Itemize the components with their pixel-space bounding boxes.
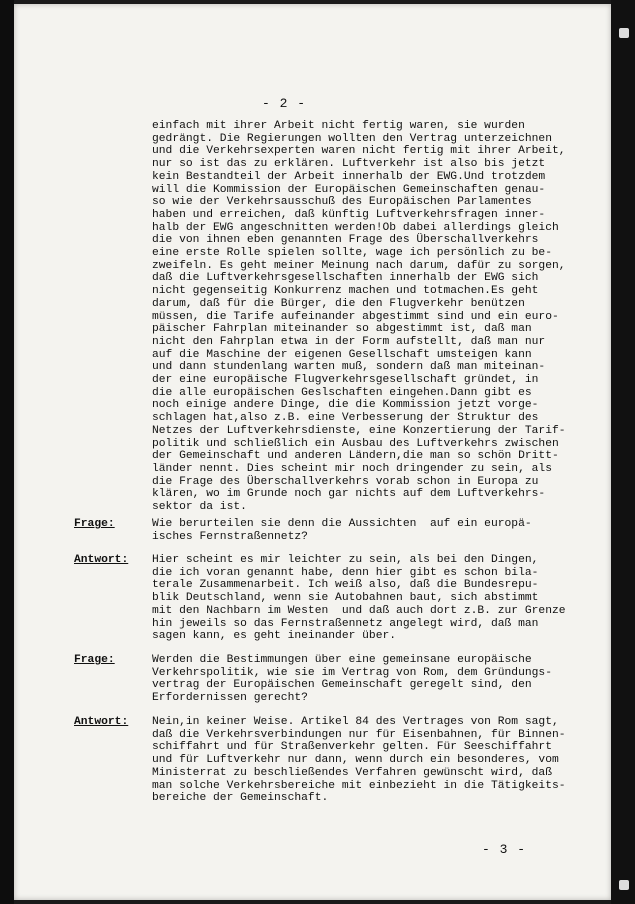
text-line: Netzes der Luftverkehrsdienste, eine Konzertierung der Tarif-: [152, 424, 566, 437]
binder-edge-right: [611, 0, 635, 904]
scan-border-left: [0, 0, 14, 904]
question-label: Frage:: [74, 518, 115, 530]
text-line: daß die Verkehrsverbindungen nur für Eisenbahnen, für Binnen-: [152, 728, 566, 741]
page-number-top: - 2 -: [262, 96, 307, 111]
text-line: päischer Fahrplan miteinander so abgestimmt ist, daß man: [152, 323, 532, 336]
text-line: sagen kann, es geht ineinander über.: [152, 630, 397, 643]
text-line: kein Bestandteil der Arbeit innerhalb der EWG.Und trotzdem: [152, 170, 546, 183]
text-line: Ministerrat zu beschließendes Verfahren gewünscht wird, daß: [152, 766, 552, 779]
answer-text: [152, 716, 592, 805]
page-number-bottom: - 3 -: [482, 842, 527, 857]
question-text: [152, 654, 592, 705]
text-line: bereiche der Gemeinschaft.: [152, 792, 329, 805]
text-line: isches Fernstraßennetz?: [152, 530, 308, 543]
text-line: so wie der Verkehrsausschuß des Europäischen Parlamentes: [152, 196, 532, 209]
text-line: einfach mit ihrer Arbeit nicht fertig waren, sie wurden: [152, 120, 525, 132]
text-line: und dann stundenlang warten muß, sondern daß man miteinan-: [152, 361, 546, 374]
text-line: und die Verkehrsexperten waren nicht fertig mit ihrer Arbeit,: [152, 145, 566, 158]
text-line: terale Zusammenarbeit. Ich weiß also, daß die Bundesrepu-: [152, 579, 539, 592]
text-line: klären, wo im Grunde noch gar nichts auf dem Luftverkehrs-: [152, 488, 546, 501]
text-line: schlagen hat,also z.B. eine Verbesserung der Struktur des: [152, 412, 539, 425]
text-line: gedrängt. Die Regierungen wollten den Vertrag unterzeichnen: [152, 132, 552, 145]
question-text: [152, 518, 592, 543]
text-line: auf die Maschine der eigenen Gesellschaft umsteigen kann: [152, 348, 532, 361]
binder-rivet: [619, 28, 629, 38]
text-line: zweifeln. Es geht meiner Meinung nach darum, dafür zu sorgen,: [152, 259, 566, 272]
text-line: eine erste Rolle spielen sollte, wage ich persönlich zu be-: [152, 247, 552, 260]
text-line: der eine europäische Flugverkehrsgesellschaft gründet, in: [152, 374, 539, 387]
intro-paragraph: [152, 120, 592, 514]
text-line: nur so ist das zu erklären. Luftverkehr ist also bis jetzt: [152, 158, 546, 171]
text-line: noch einige andere Dinge, die die Kommission jetzt vorge-: [152, 399, 539, 412]
text-line: die ich voran genannt habe, denn hier gibt es schon bila-: [152, 566, 539, 579]
document-page: [14, 4, 611, 900]
answer-text: [152, 554, 592, 643]
text-line: haben und erreichen, daß künftig Luftverkehrsfragen inner-: [152, 208, 546, 221]
text-line: hin jeweils so das Fernstraßennetz angelegt wird, daß man: [152, 617, 539, 630]
text-line: Nein,in keiner Weise. Artikel 84 des Vertrages von Rom sagt,: [152, 716, 559, 728]
text-line: Erfordernissen gerecht?: [152, 692, 308, 705]
text-line: Werden die Bestimmungen über eine gemeinsane europäische: [152, 654, 532, 666]
text-line: mit den Nachbarn im Westen und daß auch dort z.B. zur Grenze: [152, 604, 566, 617]
text-line: schiffahrt und für Straßenverkehr gelten. Für Seeschiffahrt: [152, 741, 552, 754]
text-line: darum, daß für die Bürger, die den Flugverkehr benützen: [152, 297, 525, 310]
question-label: Frage:: [74, 654, 115, 666]
text-line: politik und schließlich ein Ausbau des Luftverkehrs zwischen: [152, 437, 559, 450]
text-line: Verkehrspolitik, wie sie im Vertrag von Rom, dem Gründungs-: [152, 666, 552, 679]
text-line: man solche Verkehrsbereiche mit einbezieht in die Tätigkeits-: [152, 779, 566, 792]
text-line: die alle europäischen Geslschaften eingehen.Dann gibt es: [152, 386, 532, 399]
text-line: Wie berurteilen sie denn die Aussichten auf ein europä-: [152, 518, 532, 530]
text-line: blik Deutschland, wenn sie Autobahnen baut, sich abstimmt: [152, 592, 539, 605]
text-line: und für Luftverkehr nur dann, wenn durch ein besonderes, vom: [152, 754, 559, 767]
binder-rivet: [619, 880, 629, 890]
text-line: länder nennt. Dies scheint mir noch dringender zu sein, als: [152, 462, 552, 475]
answer-label: Antwort:: [74, 716, 129, 728]
answer-label: Antwort:: [74, 554, 129, 566]
text-line: müssen, die Tarife aufeinander abgestimmt sind und ein euro-: [152, 310, 559, 323]
text-line: halb der EWG angeschnitten werden!Ob dabei allerdings gleich: [152, 221, 559, 234]
text-line: die Frage des Überschallverkehrs vorab schon in Europa zu: [152, 475, 539, 488]
text-line: Hier scheint es mir leichter zu sein, als bei den Dingen,: [152, 554, 539, 566]
text-line: daß die Luftverkehrsgesellschaften innerhalb der EWG sich: [152, 272, 539, 285]
text-line: die von ihnen eben genannten Frage des Überschallverkehrs: [152, 234, 539, 247]
text-line: vertrag der Europäischen Gemeinschaft geregelt sind, den: [152, 679, 532, 692]
text-line: nicht gegenseitig Konkurrenz machen und totmachen.Es geht: [152, 285, 539, 298]
text-line: will die Kommission der Europäischen Gemeinschaften genau-: [152, 183, 546, 196]
text-line: sektor da ist.: [152, 501, 247, 514]
text-line: der Gemeinschaft und anderen Ländern,die man so schön Dritt-: [152, 450, 559, 463]
text-line: nicht den Fahrplan etwa in der Form aufstellt, daß man nur: [152, 335, 546, 348]
